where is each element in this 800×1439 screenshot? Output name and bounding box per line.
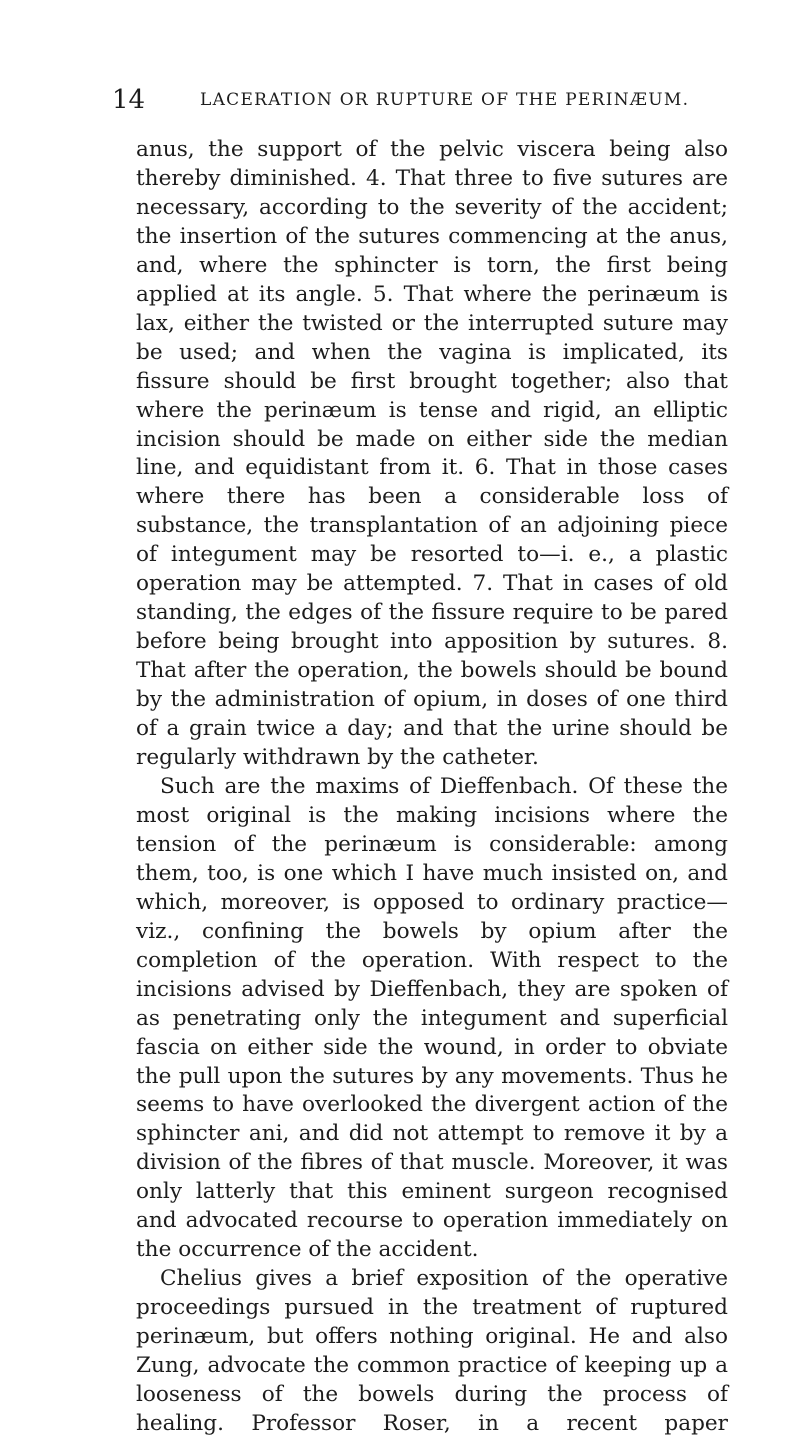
page-number: 14 (112, 85, 146, 115)
paragraph-chelius: Chelius gives a brief exposition of the operative proceedings pursued in the treatment of ruptured perinæum, but offers nothing original. He and also Zung, advocate the common practice of keeping up a looseness of the bowels during the process of healing. Professor Roser, in a recent paper (136, 1266, 728, 1436)
body-text (136, 136, 728, 1439)
page-header (112, 85, 720, 115)
running-head: LACERATION OR RUPTURE OF THE PERINÆUM. (200, 90, 690, 110)
paragraph-sutures-maxims: anus, the support of the pelvic viscera being also thereby diminished. 4. That three to five sutures are necessary, according to the severity of the accident; the insertion of the sutures commencing at the anus, and, where the sphincter is torn, the first being applied at its angle. 5. That where the perinæum is lax, either the twisted or the interrupted suture may be used; and when the vagina is implicated, its fissure should be first brought together; also that where the perinæum is tense and rigid, an elliptic incision should be made on either side the median line, and equidistant from it. 6. That in those cases where there has been a considerable loss of substance, the transplantation of an adjoining piece of integument may be resorted to—i. e., a plastic operation may be attempted. 7. That in cases of old standing, the edges of the fissure require to be pared before being brought into apposition by sutures. 8. That after the operation, the bowels should be bound by the administration of opium, in doses of one third of a grain twice a day; and that the urine should be regularly withdrawn by the catheter. (136, 137, 728, 771)
paragraph-dieffenbach: Such are the maxims of Dieffenbach. Of these the most original is the making incisions where the tension of the perinæum is considerable: among them, too, is one which I have much insisted on, and which, moreover, is opposed to ordinary practice—viz., confining the bowels by opium after the completion of the operation. With respect to the incisions advised by Dieffenbach, they are spoken of as penetrating only the integument and superficial fascia on either side the wound, in order to obviate the pull upon the sutures by any movements. Thus he seems to have overlooked the divergent action of the sphincter ani, and did not attempt to remove it by a division of the fibres of that muscle. Moreover, it was only latterly that this eminent surgeon recognised and advocated recourse to operation immediately on the occurrence of the accident. (136, 773, 728, 1263)
